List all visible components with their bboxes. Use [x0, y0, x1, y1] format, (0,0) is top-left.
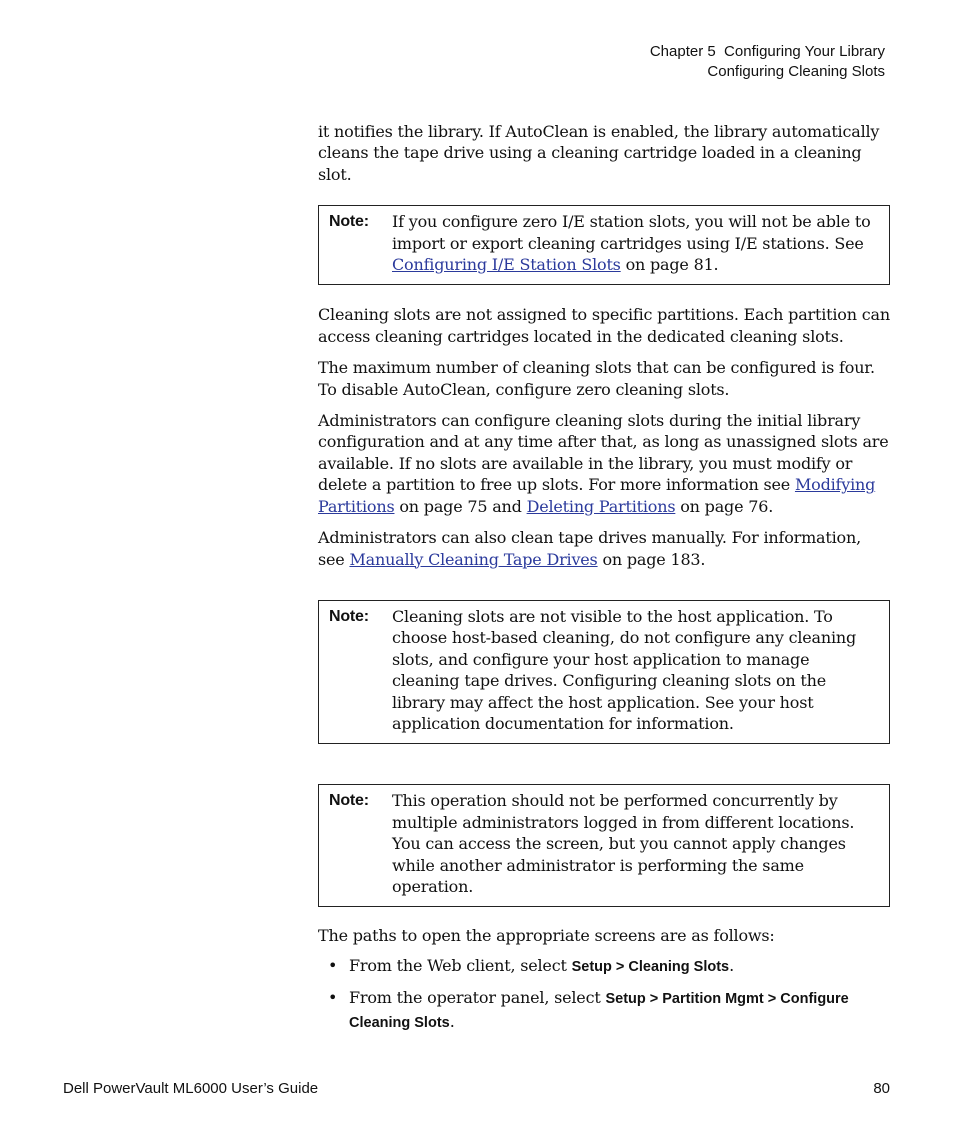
intro-paragraph: it notifies the library. If AutoClean is enabled, the library automatically cleans the tape drive using a cleaning cartridge loaded in a cleaning slot.	[318, 122, 880, 184]
ui-path: Setup > Cleaning Slots	[571, 958, 730, 975]
page-content	[318, 121, 890, 1043]
paragraph-partitions: Cleaning slots are not assigned to specific partitions. Each partition can access cleaning cartridges located in the dedicated cleaning slots.	[318, 305, 890, 346]
link-manually-cleaning-tape-drives[interactable]: Manually Cleaning Tape Drives	[349, 549, 598, 569]
note-label: Note:	[329, 792, 369, 810]
ui-path: Setup > Partition Mgmt > Configure Cleaning Slots	[349, 991, 849, 1031]
link-modifying-partitions[interactable]: Modifying Partitions	[318, 475, 876, 516]
paragraph-manual-cleaning	[318, 527, 890, 570]
footer-title: Dell PowerVault ML6000 User’s Guide	[63, 1080, 319, 1097]
list-item-text: From the Web client, select	[349, 955, 572, 975]
list-item-end: .	[449, 1011, 455, 1031]
paragraph-text-part: on page 76.	[675, 496, 774, 516]
running-header	[650, 42, 885, 82]
header-chapter: Chapter 5 Configuring Your Library	[649, 43, 885, 60]
note-io-station	[318, 205, 890, 285]
paragraph-text-part: on page 183.	[597, 549, 706, 569]
page-number: 80	[873, 1080, 890, 1097]
list-item	[318, 987, 890, 1034]
note-text-part: on page 81.	[620, 255, 719, 275]
note-text: Cleaning slots are not visible to the host application. To choose host-based cleaning, do not configure any cleaning slots, and configure your host application to manage cleaning tape drives. Configuring cleaning slots on the library may affect the host application. See your host application documentation for information.	[392, 606, 857, 733]
page-footer	[63, 1079, 890, 1099]
note-concurrent-operation	[318, 784, 890, 907]
list-item	[318, 955, 890, 978]
paragraph-text-part: Administrators can configure cleaning slots during the initial library configuration and at any time after that, as long as unassigned slots are available. If no slots are available in the library, you must modify or delete a partition to free up slots. For more information see	[318, 411, 889, 495]
note-label: Note:	[329, 607, 369, 625]
list-item-text: From the operator panel, select	[349, 988, 606, 1008]
bullet-marker: •	[328, 988, 338, 1008]
paths-list	[318, 955, 890, 1034]
paths-intro: The paths to open the appropriate screens are as follows:	[318, 926, 775, 946]
link-configuring-ie-station-slots[interactable]: Configuring I/E Station Slots	[392, 255, 621, 275]
link-deleting-partitions[interactable]: Deleting Partitions	[526, 496, 676, 516]
note-text: This operation should not be performed concurrently by multiple administrators logged in from different locations. You can access the screen, but you cannot apply changes while another administrator is performing the same operation.	[392, 791, 855, 896]
paragraph-max-slots: The maximum number of cleaning slots that can be configured is four. To disable AutoClean, configure zero cleaning slots.	[318, 358, 875, 399]
paragraph-administrators	[318, 410, 890, 517]
list-item-end: .	[729, 955, 734, 975]
note-text-part: If you configure zero I/E station slots, you will not be able to import or export cleaning cartridges using I/E stations. See	[392, 212, 871, 253]
paragraph-text-part: on page 75 and	[394, 496, 527, 516]
paragraph-text-part: Administrators can also clean tape drives manually. For information, see	[318, 528, 861, 569]
note-text	[392, 211, 879, 275]
note-label: Note:	[329, 213, 369, 231]
bullet-marker: •	[328, 955, 338, 975]
header-section: Configuring Cleaning Slots	[707, 63, 885, 80]
note-host-application	[318, 600, 890, 744]
